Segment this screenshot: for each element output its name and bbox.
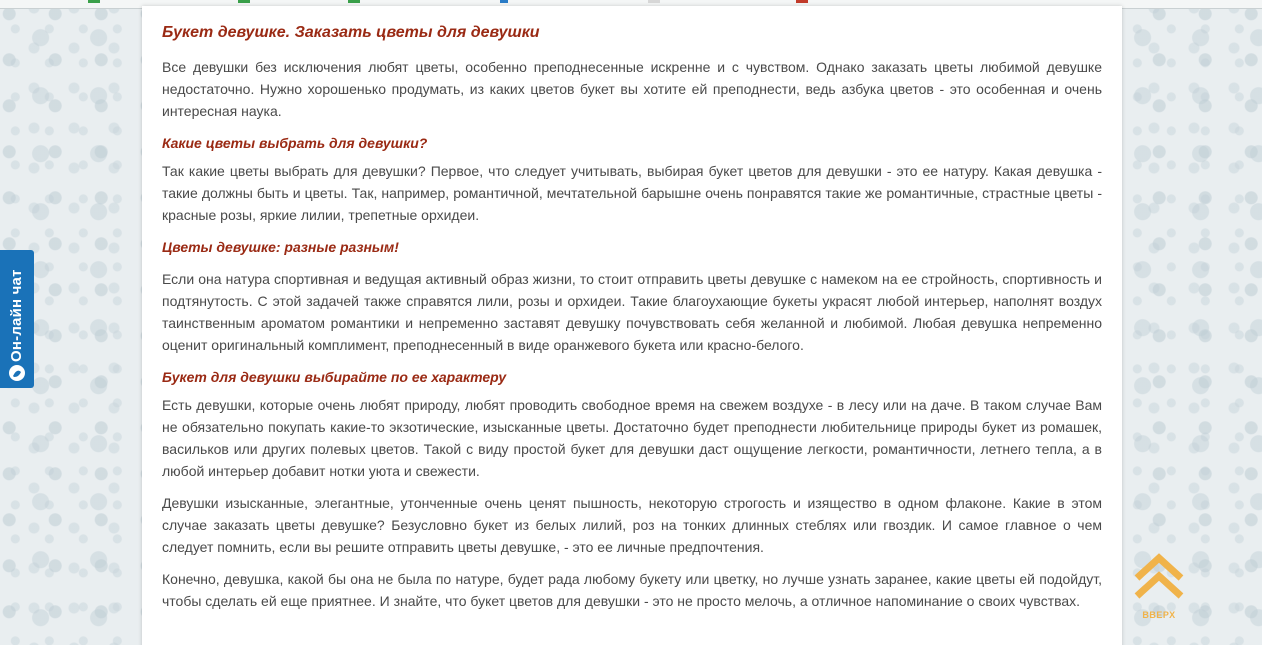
back-to-top-button[interactable] [1131,552,1187,624]
nav-tab-marker[interactable] [796,0,808,3]
double-chevron-up-icon [1131,589,1187,606]
section-paragraph: Так какие цветы выбрать для девушки? Первое, что следует учитывать, выбирая букет цветов для девушки - это ее натуру. Какая девушка - такие должны быть и цветы. Так, например, романтичной, мечтательной барышне очень понравятся такие же романтичные, страстные цветы - красные розы, яркие лилии, трепетные орхидеи. [162,163,1102,223]
article-content [142,6,1122,645]
article-intro: Все девушки без исключения любят цветы, особенно преподнесенные искренне и с чувством. Однако заказать цветы любимой девушке недостаточно. Нужно хорошенько продумать, из каких цветов букет вы хотите ей преподнести, ведь азбука цветов - это особенная и очень интересная наука. [162,59,1102,119]
section-paragraph: Девушки изысканные, элегантные, утонченные очень ценят пышность, некоторую строгость и изящество в одном флаконе. Какие в этом случае заказать цветы девушке? Безусловно букет из белых лилий, роз на тонких длинных стеблях или гвоздик. И самое главное о чем следует помнить, если вы решите отправить цветы девушке, - это ее личные предпочтения. [162,495,1102,555]
online-chat-button[interactable] [0,250,34,388]
section-paragraph: Конечно, девушка, какой бы она не была по натуре, будет рада любому букету или цветку, но лучше узнать заранее, какие цветы ей подойдут, чтобы сделать ей еще приятнее. И знайте, что букет цветов для девушки - это не просто мелочь, а отличное напоминание о своих чувствах. [162,571,1102,609]
nav-tab-marker[interactable] [500,0,508,3]
section-paragraph: Если она натура спортивная и ведущая активный образ жизни, то стоит отправить цветы девушке с намеком на ее стройность, спортивность и подтянутость. С этой задачей также справятся лили, розы и орхидеи. Такие благоухающие букеты украсят любой интерьер, наполнят воздух таинственным ароматом романтики и непременно заставят девушку почувствовать себя желанной и любимой. Любая девушка непременно оценит оригинальный комплимент, преподнесенный в виде оранжевого букета или красно-белого. [162,271,1102,353]
chat-bubble-icon [8,364,26,382]
section-heading: Цветы девушке: разные разным! [162,239,399,255]
nav-tab-marker[interactable] [648,0,660,3]
nav-tab-marker[interactable] [88,0,100,3]
article-title: Букет девушке. Заказать цветы для девушки [162,24,540,41]
section-paragraph: Есть девушки, которые очень любят природу, любят проводить свободное время на свежем воздухе - в лесу или на даче. В таком случае Вам не обязательно покупать какие-то экзотические, изысканные цветы. Достаточно будет преподнести любительнице природы букет из ромашек, васильков или других полевых цветов. Такой с виду простой букет для девушки даст ощущение легкости, романтичности, летнего тепла, а в любой интерьер добавит нотки уюта и свежести. [162,397,1102,479]
nav-tab-marker[interactable] [238,0,250,3]
section-heading: Букет для девушки выбирайте по ее характеру [162,369,507,385]
online-chat-label: Он-лайн чат [8,269,25,362]
nav-tab-marker[interactable] [348,0,360,3]
back-to-top-label: ВВЕРХ [1142,610,1176,620]
section-heading: Какие цветы выбрать для девушки? [162,135,428,151]
